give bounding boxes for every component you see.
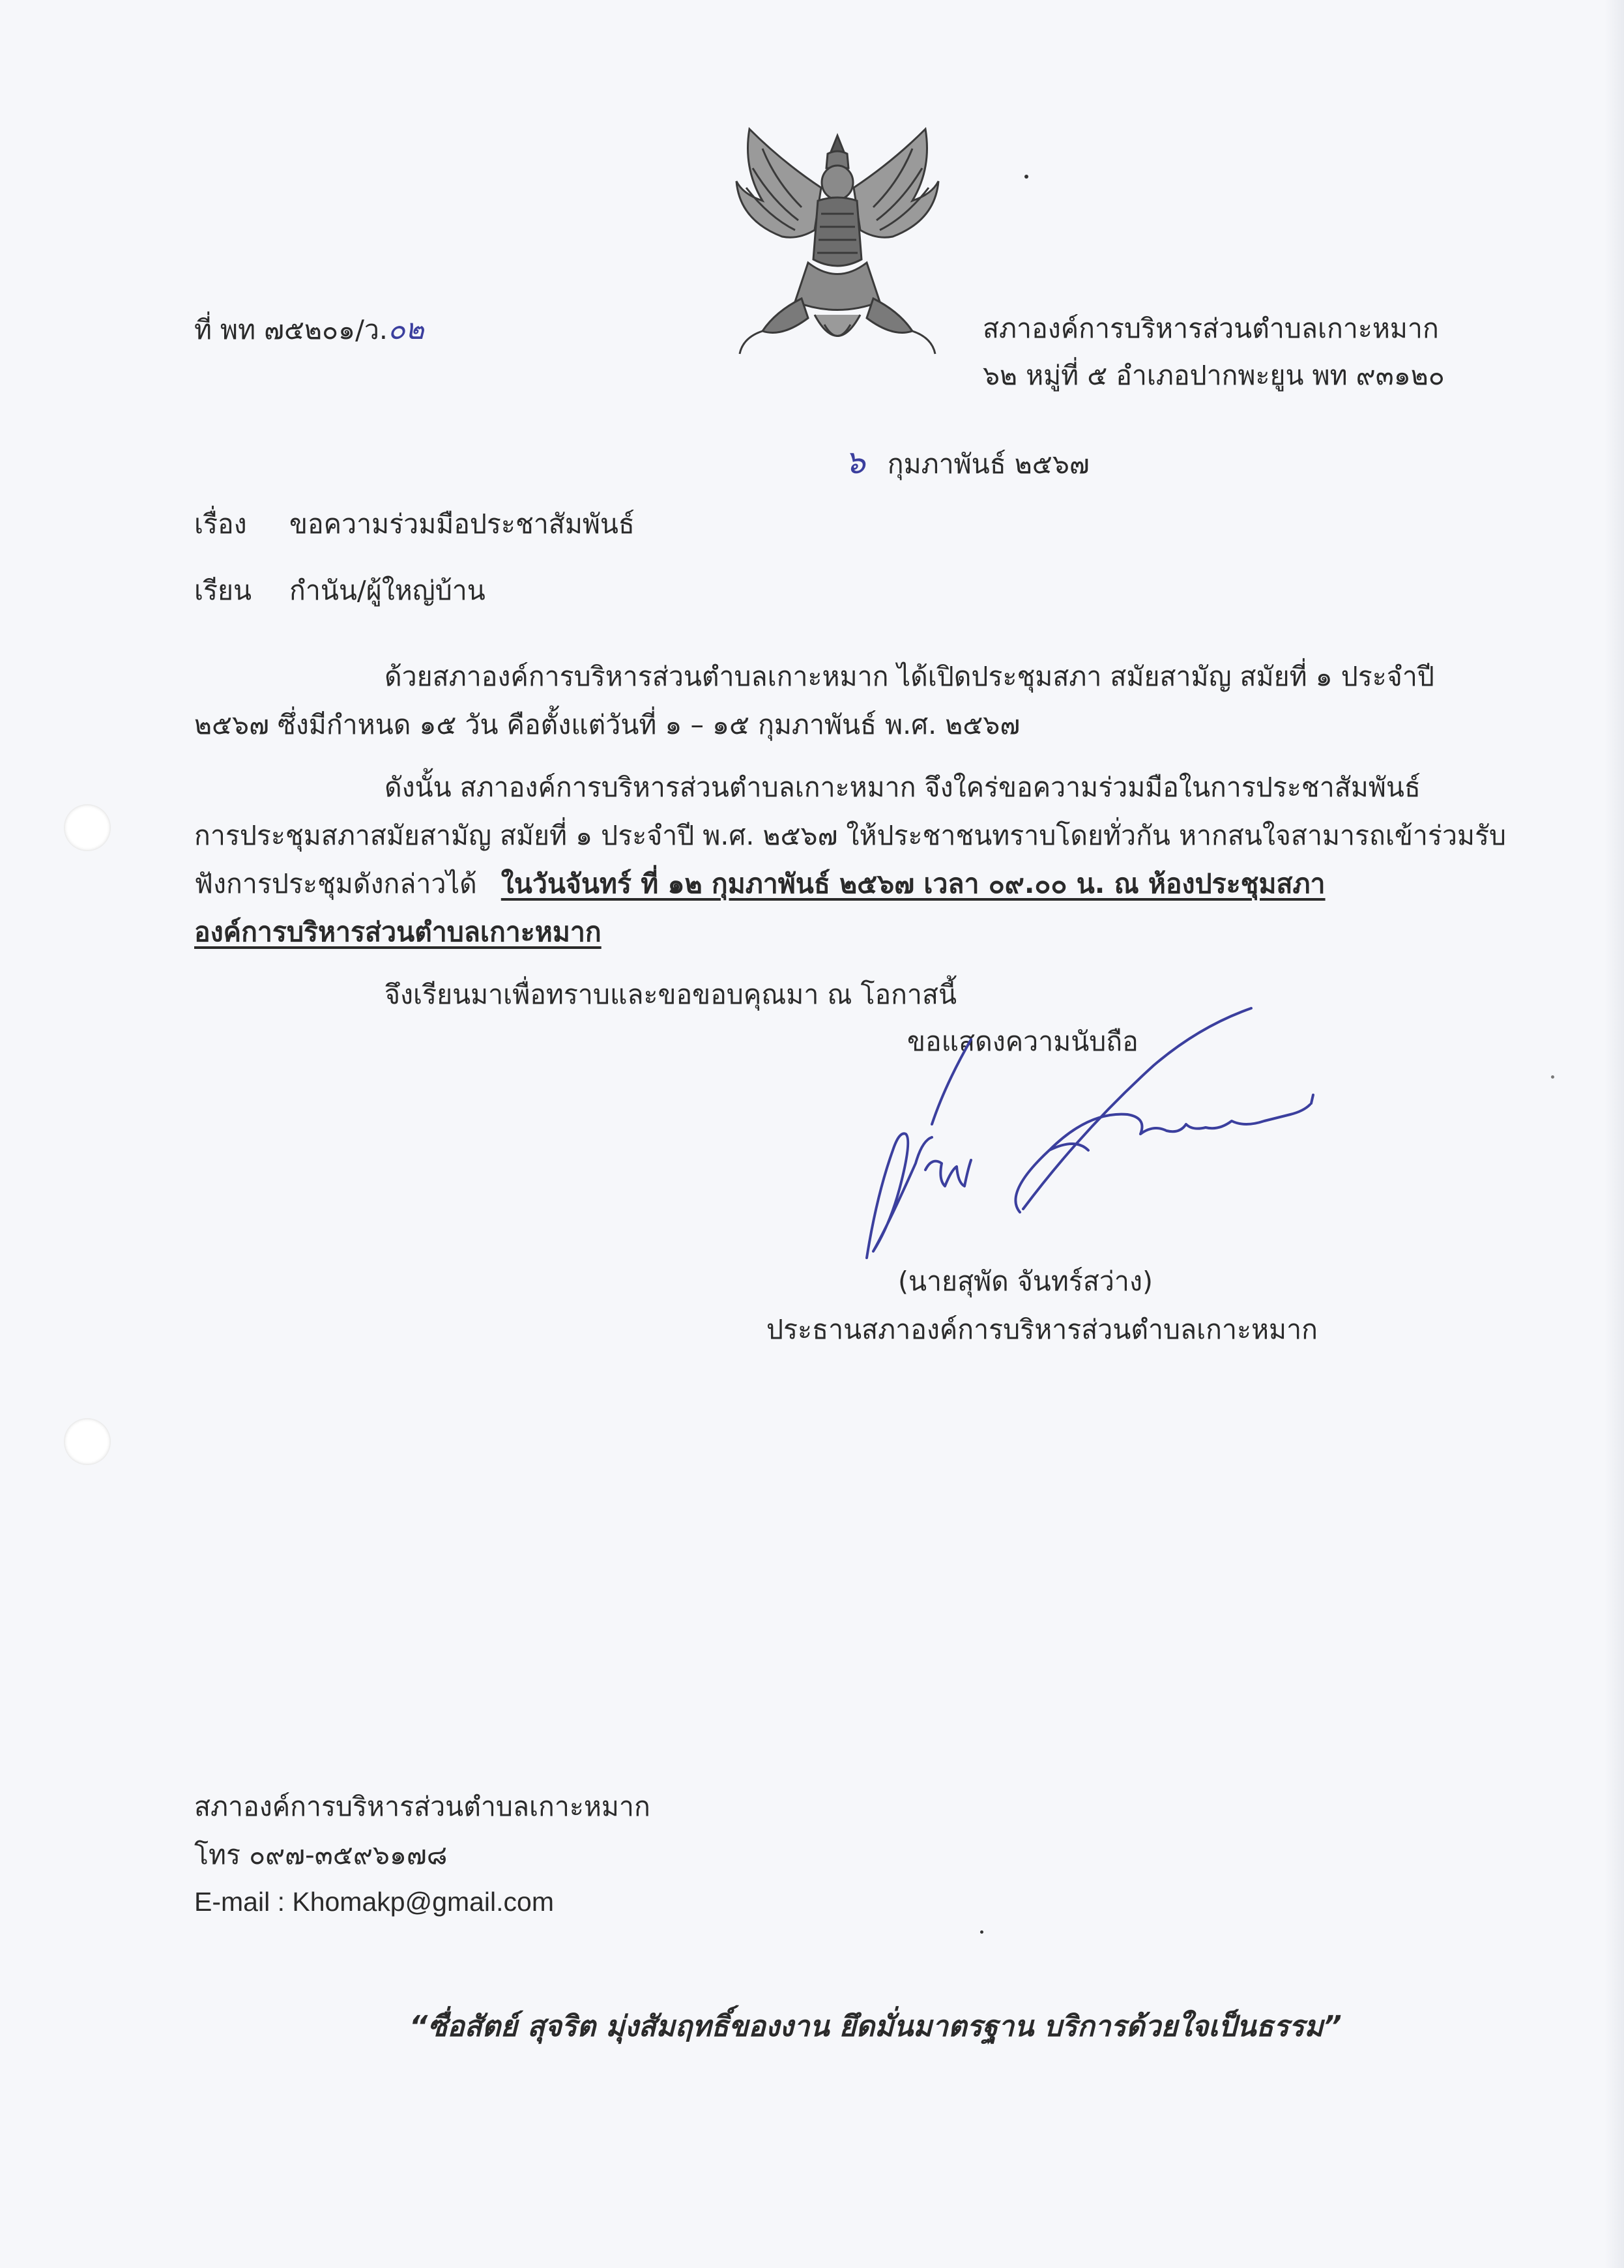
body-p1-line1: ด้วยสภาองค์การบริหารส่วนตำบลเกาะหมาก ได้เปิดประชุมสภา สมัยสามัญ สมัยที่ ๑ ประจำปี	[384, 661, 1434, 692]
subject-label: เรื่อง	[194, 508, 247, 540]
meeting-details-bold: ในวันจันทร์ ที่ ๑๒ กุมภาพันธ์ ๒๕๖๗ เวลา ๐๙.๐๐ น. ณ ห้องประชุมสภา	[500, 868, 1326, 899]
recipient-text: กำนัน/ผู้ใหญ่บ้าน	[289, 575, 486, 606]
garuda-emblem-icon	[723, 123, 951, 364]
recipient-label: เรียน	[194, 575, 252, 606]
date-day-handwritten: ๖	[845, 443, 865, 481]
org-name: สภาองค์การบริหารส่วนตำบลเกาะหมาก	[983, 313, 1439, 344]
subject-text: ขอความร่วมมือประชาสัมพันธ์	[289, 508, 635, 540]
meeting-location-bold: องค์การบริหารส่วนตำบลเกาะหมาก	[194, 916, 602, 948]
footer-org: สภาองค์การบริหารส่วนตำบลเกาะหมาก	[194, 1791, 650, 1822]
footer-motto: “ซื่อสัตย์ สุจริต มุ่งสัมฤทธิ์ของงาน ยึดมั่นมาตรฐาน บริการด้วยใจเป็นธรรม”	[409, 2010, 1342, 2043]
closing-salutation: ขอแสดงความนับถือ	[907, 1026, 1138, 1057]
footer-email: E-mail : Khomakp@gmail.com	[194, 1887, 554, 1917]
reference-prefix: ที่ พท ๗๕๒๐๑/ว.	[194, 314, 388, 345]
paper-speck	[1551, 1075, 1554, 1079]
signer-name: (นายสุพัด จันทร์สว่าง)	[898, 1266, 1153, 1297]
handwritten-signature	[854, 1000, 1362, 1297]
org-address: ๖๒ หมู่ที่ ๕ อำเภอปากพะยูน พท ๙๓๑๒๐	[983, 360, 1445, 391]
paper-speck	[980, 1930, 983, 1934]
body-p2-line3-plain: ฟังการประชุมดังกล่าวได้	[194, 868, 477, 899]
body-p2-line1: ดังนั้น สภาองค์การบริหารส่วนตำบลเกาะหมาก จึงใคร่ขอความร่วมมือในการประชาสัมพันธ์	[384, 772, 1421, 803]
punch-hole-top	[64, 804, 111, 851]
paper-speck	[1024, 175, 1028, 179]
page-edge-shadow	[1604, 0, 1624, 2268]
reference-handwritten: ๐๒	[387, 313, 424, 346]
body-p2-line3	[194, 868, 1326, 899]
letter-date	[845, 443, 1090, 481]
date-month-year: กุมภาพันธ์ ๒๕๖๗	[887, 448, 1090, 480]
body-p2-line2: การประชุมสภาสมัยสามัญ สมัยที่ ๑ ประจำปี พ.ศ. ๒๕๖๗ ให้ประชาชนทราบโดยทั่วกัน หากสนใจสามารถเข้าร่วมรับ	[194, 820, 1507, 851]
body-p1-line2: ๒๕๖๗ ซึ่งมีกำหนด ๑๕ วัน คือตั้งแต่วันที่ ๑ – ๑๕ กุมภาพันธ์ พ.ศ. ๒๕๖๗	[194, 709, 1021, 740]
body-p3: จึงเรียนมาเพื่อทราบและขอขอบคุณมา ณ โอกาสนี้	[384, 979, 957, 1010]
reference-number	[194, 315, 424, 344]
punch-hole-bottom	[64, 1418, 111, 1465]
signer-title: ประธานสภาองค์การบริหารส่วนตำบลเกาะหมาก	[766, 1314, 1318, 1345]
footer-phone: โทร ๐๙๗-๓๕๙๖๑๗๘	[194, 1839, 448, 1870]
